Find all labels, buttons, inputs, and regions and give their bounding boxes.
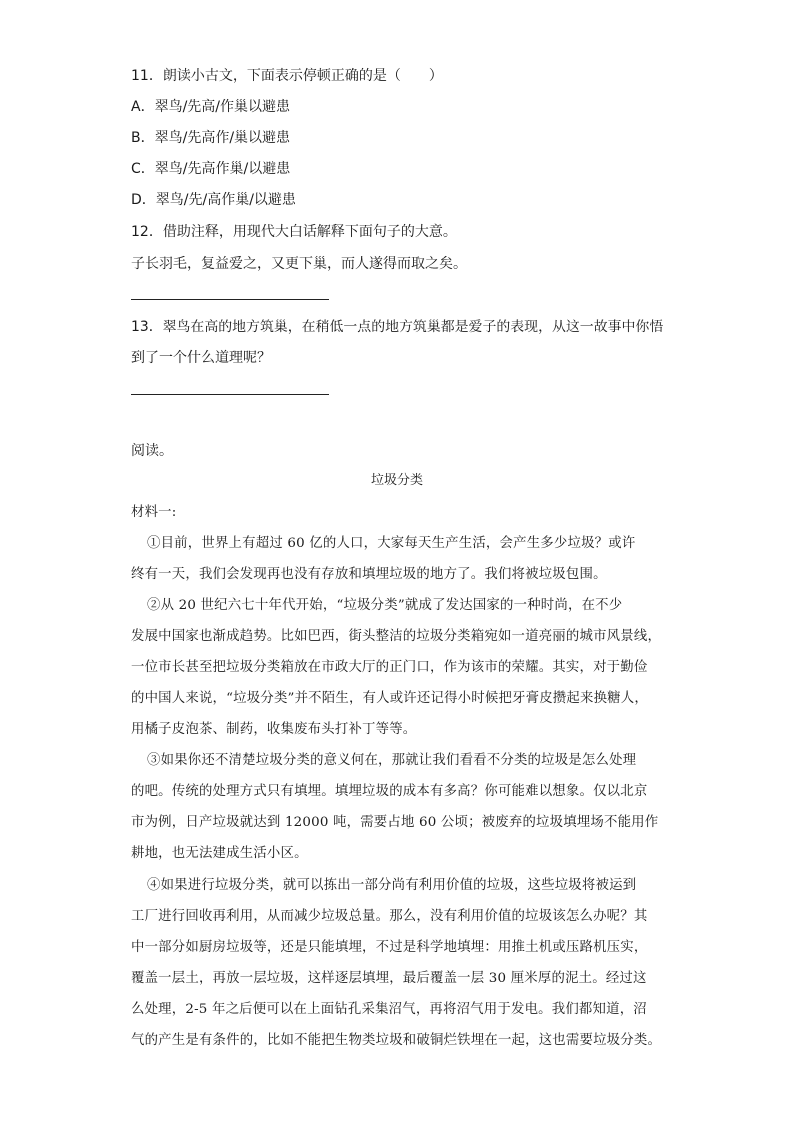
q11-option-d: D．翠鸟/先/高作巢/以避患 bbox=[131, 192, 296, 208]
para3-line: 的吧。传统的处理方式只有填埋。填埋垃圾的成本有多高？你可能难以想象。仅以北京 bbox=[131, 784, 648, 799]
para1-line: 终有一天，我们会发现再也没有存放和填埋垃圾的地方了。我们将被垃圾包围。 bbox=[131, 567, 607, 582]
para3-line: ③如果你还不清楚垃圾分类的意义何在，那就让我们看看不分类的垃圾是怎么处理 bbox=[147, 753, 637, 768]
para2-line: 发展中国家也渐成趋势。比如巴西，街头整洁的垃圾分类箱宛如一道亮丽的城市风景线， bbox=[131, 629, 662, 644]
q11-stem: 11．朗读小古文，下面表示停顿正确的是（ ） bbox=[131, 68, 443, 84]
reading-label: 阅读。 bbox=[131, 443, 173, 459]
q12-answer-line[interactable] bbox=[131, 299, 329, 300]
q12-sentence: 子长羽毛，复益爱之，又更下巢，而人遂得而取之矣。 bbox=[131, 256, 467, 272]
q11-option-c: C．翠鸟/先高作巢/以避患 bbox=[131, 161, 291, 177]
para4-line: 覆盖一层土，再放一层垃圾，这样逐层填埋，最后覆盖一层 30 厘米厚的泥土。经过这 bbox=[131, 971, 647, 986]
q12-stem: 12．借助注释，用现代大白话解释下面句子的大意。 bbox=[131, 224, 457, 240]
para4-line: 么处理，2-5 年之后便可以在上面钻孔采集沼气，再将沼气用于发电。我们都知道，沼 bbox=[131, 1002, 647, 1017]
q13-stem-line2: 到了一个什么道理呢？ bbox=[131, 350, 271, 366]
para2-line: 用橘子皮泡茶、制药，收集废布头打补丁等等。 bbox=[131, 722, 417, 737]
para3-line: 市为例，日产垃圾就达到 12000 吨，需要占地 60 公顷；被废弃的垃圾填埋场不能用作 bbox=[131, 815, 659, 830]
reading-title: 垃圾分类 bbox=[370, 473, 423, 488]
q11-option-a: A．翠鸟/先高/作巢以避患 bbox=[131, 99, 291, 115]
material-label: 材料一: bbox=[131, 505, 177, 520]
para2-line: ②从 20 世纪六七十年代开始，“垃圾分类”就成了发达国家的一种时尚，在不少 bbox=[147, 598, 623, 613]
para1-line: ①目前，世界上有超过 60 亿的人口，大家每天生产生活，会产生多少垃圾？或许 bbox=[147, 536, 636, 551]
para3-line: 耕地，也无法建成生活小区。 bbox=[131, 846, 308, 861]
para4-line: ④如果进行垃圾分类，就可以拣出一部分尚有利用价值的垃圾，这些垃圾将被运到 bbox=[147, 878, 637, 893]
q13-answer-line[interactable] bbox=[131, 394, 329, 395]
para2-line: 的中国人来说，“垃圾分类”并不陌生，有人或许还记得小时候把牙膏皮攒起来换糖人， bbox=[131, 691, 648, 706]
para4-line: 气的产生是有条件的，比如不能把生物类垃圾和破铜烂铁埋在一起，这也需要垃圾分类。 bbox=[131, 1033, 662, 1048]
para4-line: 工厂进行回收再利用，从而减少垃圾总量。那么，没有利用价值的垃圾该怎么办呢？其 bbox=[131, 909, 648, 924]
para2-line: 一位市长甚至把垃圾分类箱放在市政大厅的正门口，作为该市的荣耀。其实，对于勤俭 bbox=[131, 660, 648, 675]
q11-option-b: B．翠鸟/先高作/巢以避患 bbox=[131, 130, 291, 146]
q13-stem-line1: 13．翠鸟在高的地方筑巢，在稍低一点的地方筑巢都是爱子的表现，从这一故事中你悟 bbox=[131, 319, 664, 335]
para4-line: 中一部分如厨房垃圾等，还是只能填埋，不过是科学地填埋：用推土机或压路机压实， bbox=[131, 940, 648, 955]
